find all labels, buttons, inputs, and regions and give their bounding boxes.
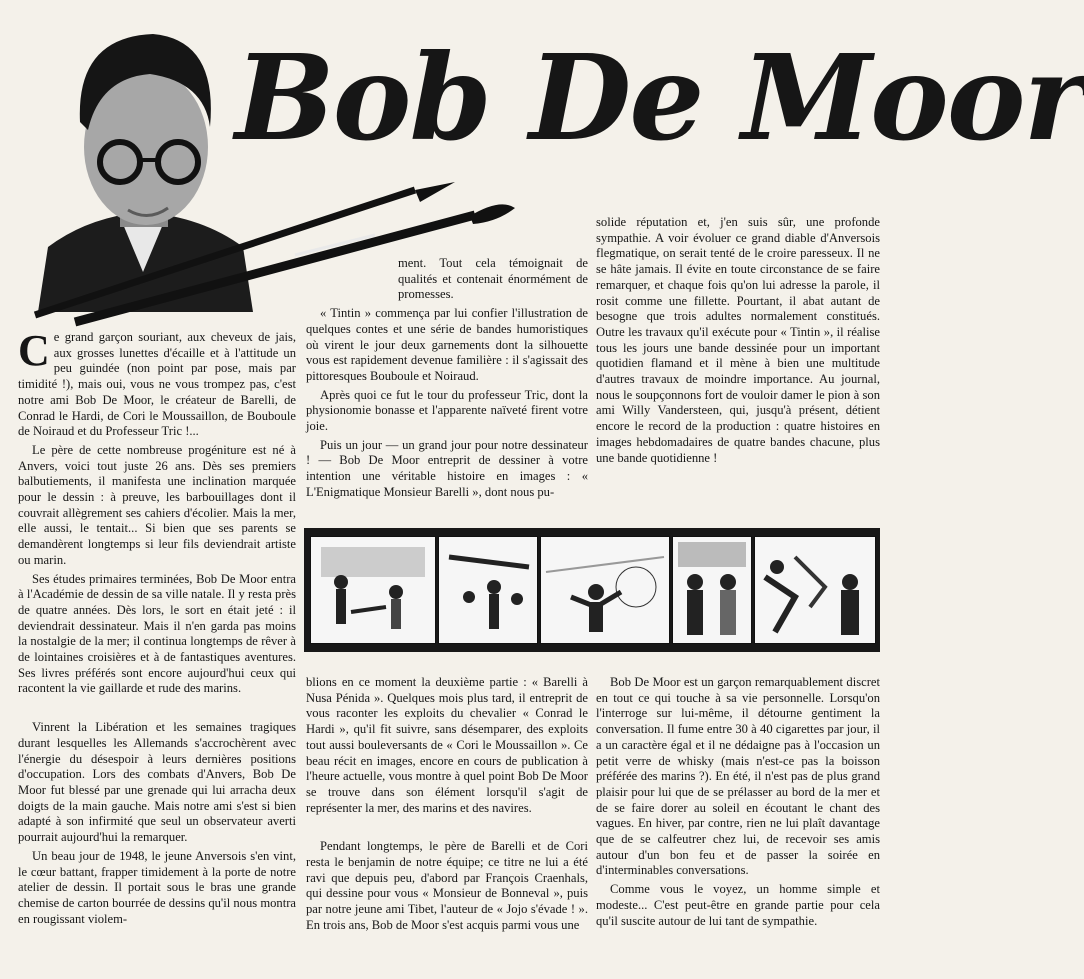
comic-panel [438,536,538,644]
paragraph: blions en ce moment la deuxième partie : « Barelli à Nusa Pénida ». Quelques mois plus tard, il entreprit de vous raconter les exploits du chevalier « Conrad le Hardi », qu'il fit suivre, sans désemparer, des exploits tout aussi bouleversants de « Cori le Moussaillon ». Ce beau récit en images, encore en cours de publication à l'heure actuelle, vous montre à quel point Bob De Moor se trouve dans son élément lorsqu'il s'agit de représenter la mer, des marins et des navires. [306,675,588,815]
paragraph: Pendant longtemps, le père de Barelli et de Cori resta le benjamin de notre équipe; ce titre ne lui a été ravi que depuis peu, d'abord par François Craenhals, qui dessine pour vous « Monsieur de Bonneval », puis par notre jeune ami Tibet, l'auteur de « Jojo s'évade ! ». En trois ans, Bob de Moor s'est acquis parmi vous une [306,839,588,932]
drop-cap: C [18,326,50,375]
paragraph: Vinrent la Libération et les semaines tragiques durant lesquelles les Allemands s'accrochèrent avec l'énergie du désespoir à leurs dernières positions d'occupation. Lors des combats d'Anvers, Bob De Moor fut blessé par une grenade qui lui arracha deux doigts de la main gauche. Mais notre ami s'est si bien adapté à son infirmité que seul un observateur averti pourrait aujourd'hui la remarquer. [18,720,296,845]
paragraph: Après quoi ce fut le tour du professeur Tric, dont la physionomie bonasse et l'apparente naïveté firent votre joie. [306,387,588,434]
paragraph: Un beau jour de 1948, le jeune Anversois s'en vint, le cœur battant, frapper timidement à la porte de notre atelier de dessin. Il portait sous le bras une grande chemise de carton bourrée de dessins qu'il nous montra en rougissant violem- [18,848,296,926]
comic-panel [310,536,436,644]
comic-panel [540,536,670,644]
article-column-1 [18,326,296,975]
paragraph: solide réputation et, j'en suis sûr, une profonde sympathie. A voir évoluer ce grand diable d'Anversois flegmatique, on serait tenté de le croire paresseux. Il ne se hâte jamais. Il évite en toute circonstance de se faire remarquer, et chaque fois qu'on lui adresse la parole, il rosit comme une fillette. Pourtant, il abat autant de besogne que trois adultes normalement constitués. Outre les travaux qu'il exécute pour « Tintin », il réalise tous les jours une bande dessinée pour un important quotidien flamand et il mène à bien une multitude d'autres travaux de moindre importance. Au journal, nous le soupçonnons fort de vouloir damer le pion à son ami Willy Vandersteen, qui, jusqu'à présent, détient encore le record de la production : quatre histoires en images hebdomadaires de quatre bandes chacune, plus une bande quotidienne ! [596,215,880,465]
comic-panel [672,536,752,644]
article-column-2-bottom [306,675,588,975]
paragraph: ment. Tout cela témoignait de qualités et contenait énormément de promesses. [398,256,588,302]
paragraph: Bob De Moor est un garçon remarquablement discret en tout ce qui touche à sa vie personnelle. Lorsqu'on l'interroge sur lui-même, il détourne gentiment la conversation. Il fume entre 30 à 40 cigarettes par jour, il a un caractère égal et il ne dédaigne pas à l'occasion un petit verre de whisky (mais n'est-ce pas la boisson préférée des marins ?). En été, il n'est pas de plus grand plaisir pour lui que de se prélasser au bord de la mer et de se faire dorer au soleil en écoutant le chant des vagues. En hiver, par contre, rien ne lui plaît davantage que de se calfeutrer chez lui, de recevoir ses amis autour d'un bon feu et de passer la soirée en d'interminables conversations. [596,675,880,878]
comic-strip [304,528,880,652]
comic-panel [754,536,876,644]
article-column-3-bottom [596,675,880,975]
paragraph: Comme vous le voyez, un homme simple et modeste... C'est peut-être en grande partie pour cela qu'il suscite autour de lui tant de sympathie. [596,882,880,928]
article-column-2-top [306,256,588,522]
paragraph: Ses études primaires terminées, Bob De Moor entra à l'Académie de dessin de sa ville natale. Il y resta près de quatre années. Dès lors, le sort en était jeté : il deviendrait dessinateur. Mais il n'en garda pas moins la nostalgie de la mer; il continua longtemps de rêver à de lointaines croisières et à de fantastiques aventures. Ses livres préférés sont encore aujourd'hui ceux qui racontent la vie gaillarde et rude des marins. [18,571,296,696]
article-title: Bob De Moor [235,28,1084,167]
article-column-3-top [596,215,880,522]
paragraph: « Tintin » commença par lui confier l'illustration de quelques contes et une série de bandes humoristiques où virent le jour deux garnements dont la silhouette vous est rapidement devenue familière : il s'agissait des pittoresques Bouboule et Noiraud. [306,306,588,383]
paragraph: Puis un jour — un grand jour pour notre dessinateur ! — Bob De Moor entreprit de dessiner à votre intention une véritable histoire en images : « L'Enigmatique Monsieur Barelli », dont nous pu- [306,437,588,499]
paragraph: Le père de cette nombreuse progéniture est né à Anvers, voici tout juste 26 ans. Dès ses premiers balbutiements, il manifesta une inclination marquée pour le dessin : à preuve, les barbouillages dont il couvrait allègrement ses cahiers d'écolier. Mais la mer, elle aussi, le tentait... Si bien que ses parents se demandèrent longtemps si leur fils deviendrait artiste ou marin. [18,442,296,567]
paragraph-intro: Ce grand garçon souriant, aux cheveux de jais, aux grosses lunettes d'écaille et à l'attitude un peu guindée (non point par pose, mais par timidité !), mais oui, vous ne vous trompez pas, c'est notre ami Bob De Moor, le créateur de Barelli, de Conrad le Hardi, de Cori le Moussaillon, de Bouboule de Noiraud et du Professeur Tric !... [18,326,296,439]
